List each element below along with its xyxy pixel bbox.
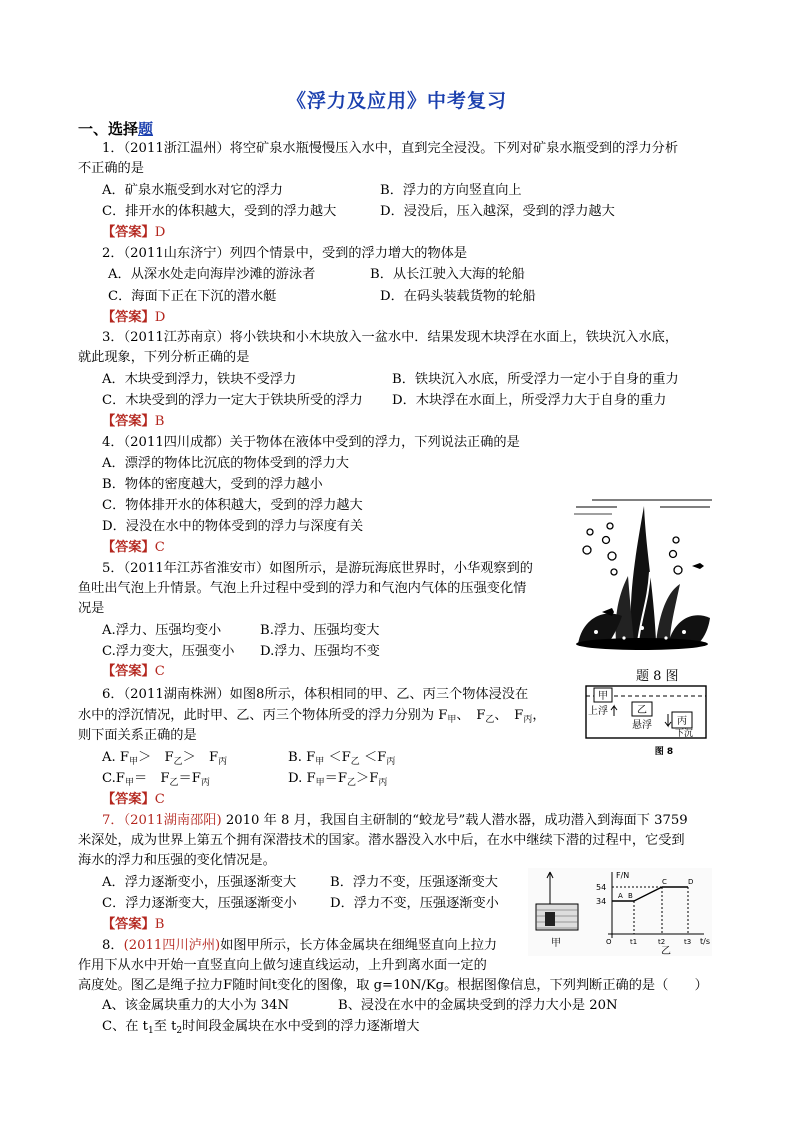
q2-option-d: D．在码头装载货物的轮船: [380, 289, 536, 304]
q2-option-c: C．海面下正在下沉的潜水艇: [108, 289, 277, 304]
fig-pt-a: A: [618, 892, 623, 900]
q5-option-b: B.浮力、压强均变大: [260, 623, 380, 638]
q7-option-a: A．浮力逐渐变小，压强逐渐变大: [102, 875, 297, 890]
q2-option-a: A．从深水处走向海岸沙滩的游泳者: [108, 267, 316, 282]
fig-label-bing: 丙: [677, 716, 687, 727]
fig-pt-c: C: [662, 878, 667, 886]
q1-stem-cont: 不正确的是: [78, 161, 144, 176]
q8-stem-cont: 作用下从水中开始一直竖直向上做匀速直线运动，上升到离水面一定的: [78, 958, 487, 973]
q4-option-b: B．物体的密度越大，受到的浮力越小: [102, 477, 323, 492]
q4-option-d: D．浸没在水中的物体受到的浮力与深度有关: [102, 519, 364, 534]
q7-option-c: C．浮力逐渐变大，压强逐渐变小: [102, 896, 297, 911]
fig-t2: t2: [658, 938, 666, 946]
q7-stem: 7．（2011湖南邵阳) 2010 年 8 月，我国自主研制的“蛟龙号”载人潜水器，成功潜入到海面下 3759: [102, 813, 688, 828]
fig-pt-d: D: [688, 878, 694, 886]
q6-option-d: D. $F_甲=F_乙>F_丙$: [288, 771, 388, 788]
q1-option-c: C．排开水的体积越大，受到的浮力越大: [102, 204, 337, 219]
q4-stem: 4．（2011四川成都）关于物体在液体中受到的浮力，下列说法正确的是: [102, 435, 520, 450]
q1-stem: 1．（2011浙江温州）将空矿泉水瓶慢慢压入水中，直到完全浸没。下列对矿泉水瓶受到的浮力分析: [102, 141, 679, 156]
q5-figure-caption: 题 8 图: [636, 669, 679, 684]
fig-label-jia: 甲: [598, 691, 608, 702]
q6-stem: 6．（2011湖南株洲）如图8所示，体积相同的甲、乙、丙三个物体浸没在: [102, 687, 529, 702]
q8-option-a: A、该金属块重力的大小为 34N: [102, 998, 290, 1013]
q6-option-b: B. $F_甲 <F_乙 <F_丙$: [288, 750, 396, 767]
q6-stem-cont: 水中的浮沉情况，此时甲、乙、丙三个物体所受的浮力分别为 $F_甲$、 $F_乙$、 $F_丙$，: [78, 708, 546, 725]
q2-stem: 2．（2011山东济宁）列四个情景中，受到的浮力增大的物体是: [102, 246, 468, 261]
q5-stem: 5．（2011年江苏省淮安市）如图所示，是游玩海底世界时，小华观察到的: [102, 561, 533, 576]
q6-figure-caption: 图 8: [654, 747, 674, 757]
fig-yi: 乙: [661, 946, 671, 956]
underwater-scene-figure: [572, 492, 714, 650]
fig-origin: O: [606, 938, 612, 946]
q3-option-a: A．木块受到浮力，铁块不受浮力: [102, 372, 297, 387]
fig-jia: 甲: [551, 938, 561, 949]
float-sink-figure: [584, 684, 708, 760]
q8-stem-cont2: 高度处。图乙是绳子拉力F随时间t变化的图像，取 g=10N/Kg。根据图像信息，下列判断正确的是（ ）: [78, 978, 708, 993]
q5-answer: 【答案】C: [102, 664, 165, 679]
q3-stem: 3．（2011江苏南京）将小铁块和小木块放入一盆水中．结果发现木块浮在水面上，铁块沉入水底，: [102, 330, 679, 345]
fig-y34: 34: [596, 897, 607, 906]
q7-stem-cont2: 海水的浮力和压强的变化情况是。: [78, 853, 276, 868]
fig-label-yi: 乙: [637, 705, 647, 716]
q7-option-d: D．浮力不变，压强逐渐变小: [330, 896, 499, 911]
q5-option-a: A.浮力、压强均变小: [102, 623, 222, 638]
q4-option-a: A．漂浮的物体比沉底的物体受到的浮力大: [102, 456, 349, 471]
q6-answer: 【答案】C: [102, 792, 165, 807]
q2-option-b: B．从长江驶入大海的轮船: [370, 267, 525, 282]
q5-stem-cont: 鱼吐出气泡上升情景。气泡上升过程中受到的浮力和气泡内气体的压强变化情: [78, 581, 527, 596]
q1-option-b: B．浮力的方向竖直向上: [380, 183, 522, 198]
fig-axis-t: t/s: [700, 937, 710, 946]
fig-t1: t1: [630, 938, 638, 946]
q7-option-b: B．浮力不变，压强逐渐变大: [330, 875, 498, 890]
q3-option-b: B．铁块沉入水底，所受浮力一定小于自身的重力: [392, 372, 679, 387]
q7-stem-cont: 米深处，成为世界上第五个拥有深潜技术的国家。潜水器没入水中后，在水中继续下潜的过程中，它受到: [78, 833, 685, 848]
q4-option-c: C．物体排开水的体积越大，受到的浮力越大: [102, 498, 363, 513]
q8-option-b: B、浸没在水中的金属块受到的浮力大小是 20N: [338, 998, 618, 1013]
q1-option-d: D．浸没后，压入越深，受到的浮力越大: [380, 204, 615, 219]
section-heading: 一、选择题: [78, 120, 154, 138]
section-link[interactable]: 题: [138, 120, 154, 138]
q7-answer: 【答案】B: [102, 917, 165, 932]
q2-answer: 【答案】D: [102, 310, 166, 325]
q3-stem-cont: 就此现象，下列分析正确的是: [78, 350, 250, 365]
fig-y54: 54: [596, 883, 607, 892]
q5-option-d: D.浮力、压强均不变: [260, 644, 380, 659]
q3-option-c: C．木块受到的浮力一定大于铁块所受的浮力: [102, 393, 363, 408]
q6-stem-cont2: 则下面关系正确的是: [78, 728, 197, 743]
q1-option-a: A．矿泉水瓶受到水对它的浮力: [102, 183, 283, 198]
q3-option-d: D．木块浮在水面上，所受浮力大于自身的重力: [392, 393, 667, 408]
q6-option-a: A. $F_甲>$ $F_乙>$ $F_丙$: [102, 750, 228, 767]
q3-answer: 【答案】B: [102, 414, 165, 429]
fig-axis-f: F/N: [616, 871, 630, 880]
q6-option-c: $C.F_甲=$ $F_乙=F_丙$: [102, 771, 210, 788]
fig-label-up: 上浮: [588, 706, 608, 717]
fig-t3: t3: [684, 938, 692, 946]
fig-label-float: 悬浮: [632, 720, 652, 731]
q4-answer: 【答案】C: [102, 540, 165, 555]
q5-stem-cont2: 况是: [78, 601, 105, 616]
q8-option-c: C、在 $t_1$至 $t_2$时间段金属块在水中受到的浮力逐渐增大: [102, 1019, 420, 1036]
page-title: 《浮力及应用》中考复习: [286, 90, 507, 112]
fig-pt-b: B: [628, 892, 633, 900]
q8-stem: 8．(2011四川泸州)如图甲所示，长方体金属块在细绳竖直向上拉力: [102, 938, 498, 953]
fig-label-down: 下沉: [674, 729, 694, 739]
q5-option-c: C.浮力变大，压强变小: [102, 644, 235, 659]
force-time-figure: [528, 868, 712, 956]
q1-answer: 【答案】D: [102, 225, 166, 240]
